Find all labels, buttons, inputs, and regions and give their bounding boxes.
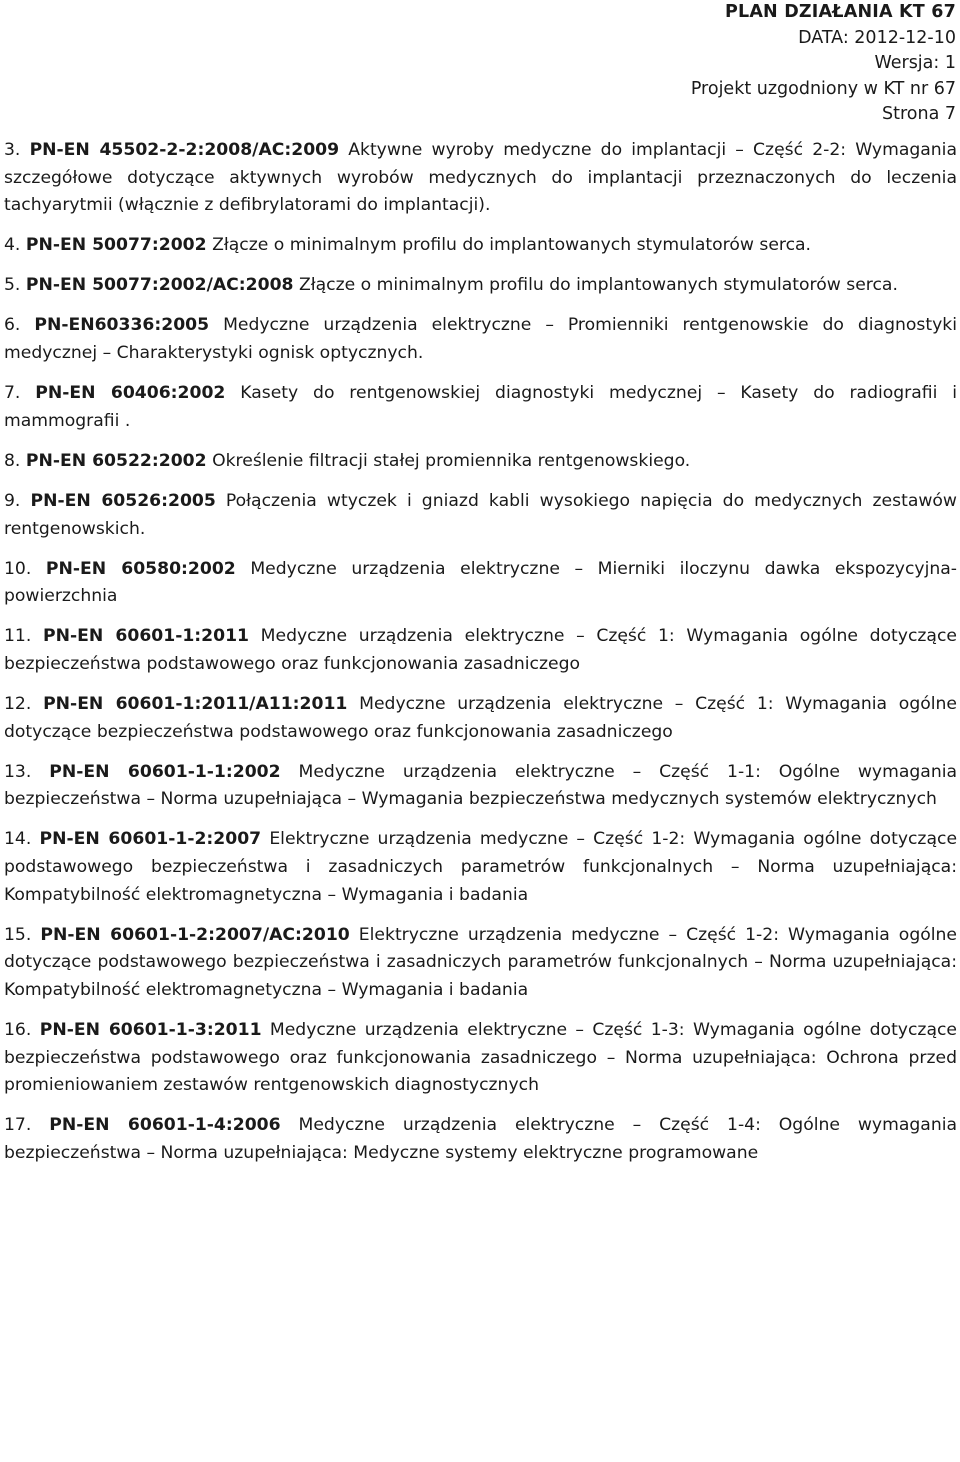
item-number: 7. — [4, 383, 21, 404]
standard-code: PN-EN 50077:2002 — [25, 235, 207, 256]
standard-title: Połączenia wtyczek i gniazd kabli wysokiego napięcia do medycznych zestawów rentgenowskich. — [4, 490, 957, 539]
list-item — [4, 232, 957, 260]
standard-title: Kasety do rentgenowskiej diagnostyki medycznej – Kasety do radiografii i mammografii . — [4, 383, 958, 431]
standard-code: PN-EN 60601-1-3:2011 — [39, 1019, 262, 1040]
document-version: Wersja: 1 — [874, 53, 956, 73]
item-number: 8. — [4, 450, 21, 471]
list-item — [4, 312, 957, 367]
item-number: 15. — [4, 924, 32, 945]
standard-title: Określenie filtracji stałej promiennika rentgenowskiego. — [212, 450, 691, 471]
list-item — [4, 380, 957, 435]
list-item — [4, 556, 957, 611]
standard-title: Medyczne urządzenia elektryczne – Część 1-1: Ogólne wymagania bezpieczeństwa – Norma uzupełniająca – Wymagania bezpieczeństwa medycznych systemów elektrycznych — [4, 761, 958, 810]
item-number: 12. — [4, 694, 32, 714]
list-item — [4, 623, 957, 678]
item-number: 5. — [4, 275, 21, 296]
page-number: Strona 7 — [882, 104, 956, 124]
page-header — [691, 0, 956, 128]
project-note: Projekt uzgodniony w KT nr 67 — [690, 78, 956, 99]
standard-code: PN-EN 60526:2005 — [30, 490, 216, 511]
standard-code: PN-EN 60601-1:2011 — [43, 626, 250, 647]
standard-code: PN-EN 60601-1-4:2006 — [49, 1115, 281, 1136]
document-date: DATA: 2012-12-10 — [798, 27, 956, 48]
item-number: 10. — [4, 558, 32, 579]
list-item — [4, 826, 957, 909]
standard-title: Medyczne urządzenia elektryczne – Część 1-4: Ogólne wymagania bezpieczeństwa – Norma uzupełniająca: Medyczne systemy elektryczne programowane — [4, 1115, 958, 1163]
standard-code: PN-EN 60601-1-2:2007/AC:2010 — [40, 924, 350, 945]
list-item — [4, 691, 957, 746]
list-item — [4, 759, 957, 814]
standard-title: Złącze o minimalnym profilu do implantowanych stymulatorów serca. — [212, 235, 812, 256]
list-item — [4, 448, 957, 476]
item-number: 14. — [4, 829, 32, 850]
list-item — [4, 922, 957, 1005]
standard-title: Medyczne urządzenia elektryczne – Część 1-3: Wymagania ogólne dotyczące bezpieczeństwa podstawowego oraz funkcjonowania zasadniczego – Norma uzupełniająca: Ochrona przed promieniowaniem zestawów rentgenowskich diagnostycznych — [4, 1019, 958, 1096]
list-item — [4, 488, 957, 543]
standards-list — [4, 137, 957, 1180]
standard-title: Medyczne urządzenia elektryczne – Część 1: Wymagania ogólne dotyczące bezpieczeństwa podstawowego oraz funkcjonowania zasadniczego — [4, 694, 957, 742]
item-number: 9. — [4, 490, 21, 511]
list-item — [4, 137, 957, 220]
standard-title: Złącze o minimalnym profilu do implantowanych stymulatorów serca. — [298, 275, 898, 296]
standard-code: PN-EN 60406:2002 — [35, 383, 226, 404]
standard-code: PN-EN 60580:2002 — [45, 558, 236, 579]
plan-title: PLAN DZIAŁANIA KT 67 — [724, 2, 956, 22]
standard-code: PN-EN 60601-1-1:2002 — [49, 761, 281, 782]
standard-title: Medyczne urządzenia elektryczne – Mierniki iloczynu dawka ekspozycyjna-powierzchnia — [4, 558, 958, 607]
standard-title: Aktywne wyroby medyczne do implantacji – Część 2-2: Wymagania szczegółowe dotyczące aktywnych wyrobów medycznych do implantacji przeznaczonych do leczenia tachyarytmii (włącznie z defibrylatorami do implantacji). — [4, 140, 957, 216]
standard-title: Elektryczne urządzenia medyczne – Część 1-2: Wymagania ogólne dotyczące podstawowego bezpieczeństwa i zasadniczych parametrów funkcjonalnych – Norma uzupełniająca: Kompatybilność elektromagnetyczna – Wymagania i badania — [4, 924, 957, 1000]
item-number: 4. — [4, 235, 21, 256]
item-number: 16. — [4, 1019, 32, 1040]
list-item — [4, 1017, 957, 1100]
standard-title: Medyczne urządzenia elektryczne – Część 1: Wymagania ogólne dotyczące bezpieczeństwa podstawowego oraz funkcjonowania zasadniczego — [4, 626, 957, 674]
item-number: 3. — [4, 140, 21, 160]
item-number: 11. — [4, 626, 32, 647]
list-item — [4, 1112, 957, 1167]
standard-code: PN-EN 60601-1:2011/A11:2011 — [43, 694, 348, 714]
list-item — [4, 272, 957, 300]
standard-title: Medyczne urządzenia elektryczne – Promienniki rentgenowskie do diagnostyki medycznej – Charakterystyki ognisk optycznych. — [4, 315, 958, 364]
item-number: 13. — [4, 761, 32, 782]
standard-code: PN-EN 45502-2-2:2008/AC:2009 — [29, 140, 340, 160]
standard-title: Elektryczne urządzenia medyczne – Część 1-2: Wymagania ogólne dotyczące podstawowego bezpieczeństwa i zasadniczych parametrów funkcjonalnych – Norma uzupełniająca: Kompatybilność elektromagnetyczna – Wymagania i badania — [4, 829, 958, 905]
standard-code: PN-EN60336:2005 — [34, 315, 210, 336]
item-number: 6. — [4, 315, 21, 336]
standard-code: PN-EN 50077:2002/AC:2008 — [25, 275, 294, 296]
item-number: 17. — [4, 1115, 32, 1136]
standard-code: PN-EN 60522:2002 — [25, 450, 207, 471]
standard-code: PN-EN 60601-1-2:2007 — [39, 829, 262, 850]
